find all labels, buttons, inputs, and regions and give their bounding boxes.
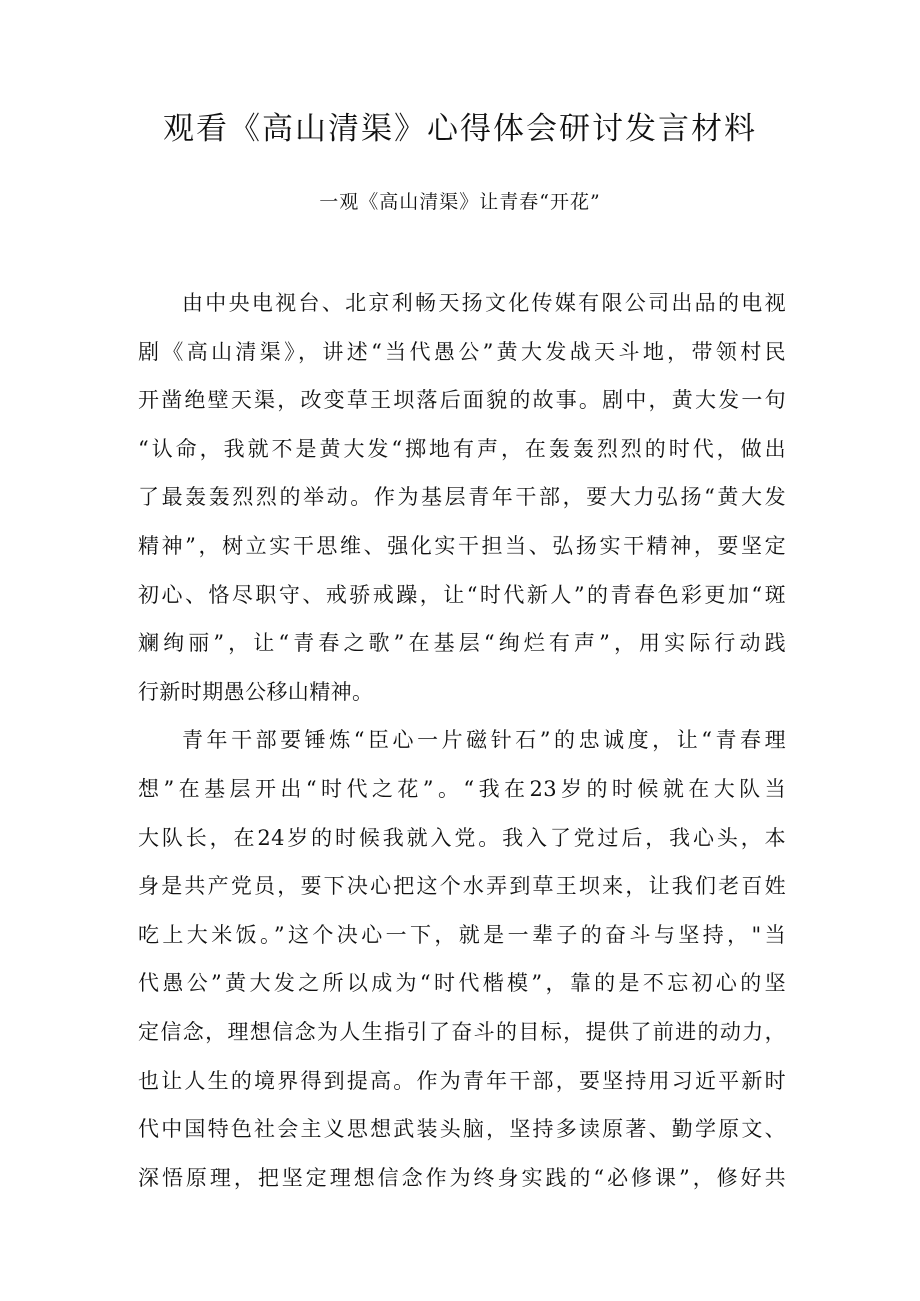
- paragraph-line: 也让人生的境界得到提高。作为青年干部，要坚持用习近平新时: [138, 1068, 786, 1093]
- document-body: [138, 279, 786, 1202]
- paragraph-line: 剧《高山清渠》，讲述“当代愚公”黄大发战天斗地，带领村民: [138, 339, 786, 364]
- paragraph-line: 代愚公”黄大发之所以成为“时代楷模”，靠的是不忘初心的坚: [138, 971, 786, 996]
- paragraph-line: 深悟原理，把坚定理想信念作为终身实践的“必修课”，修好共: [138, 1165, 786, 1190]
- paragraph-line: 吃上大米饭。”这个决心一下，就是一辈子的奋斗与坚持，"当: [138, 922, 786, 947]
- paragraph-1: [138, 279, 786, 716]
- paragraph-line: 大队长，在24岁的时候我就入党。我入了党过后，我心头，本: [138, 825, 786, 850]
- document-subtitle: 一观《高山清渠》让青春“开花”: [319, 191, 601, 213]
- paragraph-line: 定信念，理想信念为人生指引了奋斗的目标，提供了前进的动力，: [138, 1019, 786, 1044]
- paragraph-line: 身是共产党员，要下决心把这个水弄到草王坝来，让我们老百姓: [138, 874, 786, 899]
- paragraph-line: 青年干部要锤炼“臣心一片磁针石”的忠诚度，让“青春理: [182, 728, 786, 753]
- paragraph-line: “认命，我就不是黄大发“掷地有声，在轰轰烈烈的时代，做出: [138, 436, 786, 461]
- paragraph-line: 代中国特色社会主义思想武装头脑，坚持多读原著、勤学原文、: [138, 1117, 786, 1142]
- paragraph-line: 斓绚丽”，让“青春之歌”在基层“绚烂有声”，用实际行动践: [138, 631, 786, 656]
- paragraph-line: 由中央电视台、北京利畅天扬文化传媒有限公司出品的电视: [182, 291, 786, 315]
- paragraph-line: 了最轰轰烈烈的举动。作为基层青年干部，要大力弘扬“黄大发: [138, 485, 786, 510]
- document-title: 观看《高山清渠》心得体会研讨发言材料: [163, 111, 757, 147]
- paragraph-line: 开凿绝壁天渠，改变草王坝落后面貌的故事。剧中，黄大发一句: [138, 388, 786, 413]
- paragraph-line: 精神”，树立实干思维、强化实干担当、弘扬实干精神，要坚定: [138, 533, 786, 558]
- paragraph-2: [138, 716, 786, 1202]
- paragraph-line: 初心、恪尽职守、戒骄戒躁，让“时代新人”的青春色彩更加“斑: [138, 582, 786, 607]
- paragraph-line: 想”在基层开出“时代之花”。“我在23岁的时候就在大队当: [138, 776, 786, 801]
- paragraph-line: 行新时期愚公移山精神。: [138, 679, 374, 704]
